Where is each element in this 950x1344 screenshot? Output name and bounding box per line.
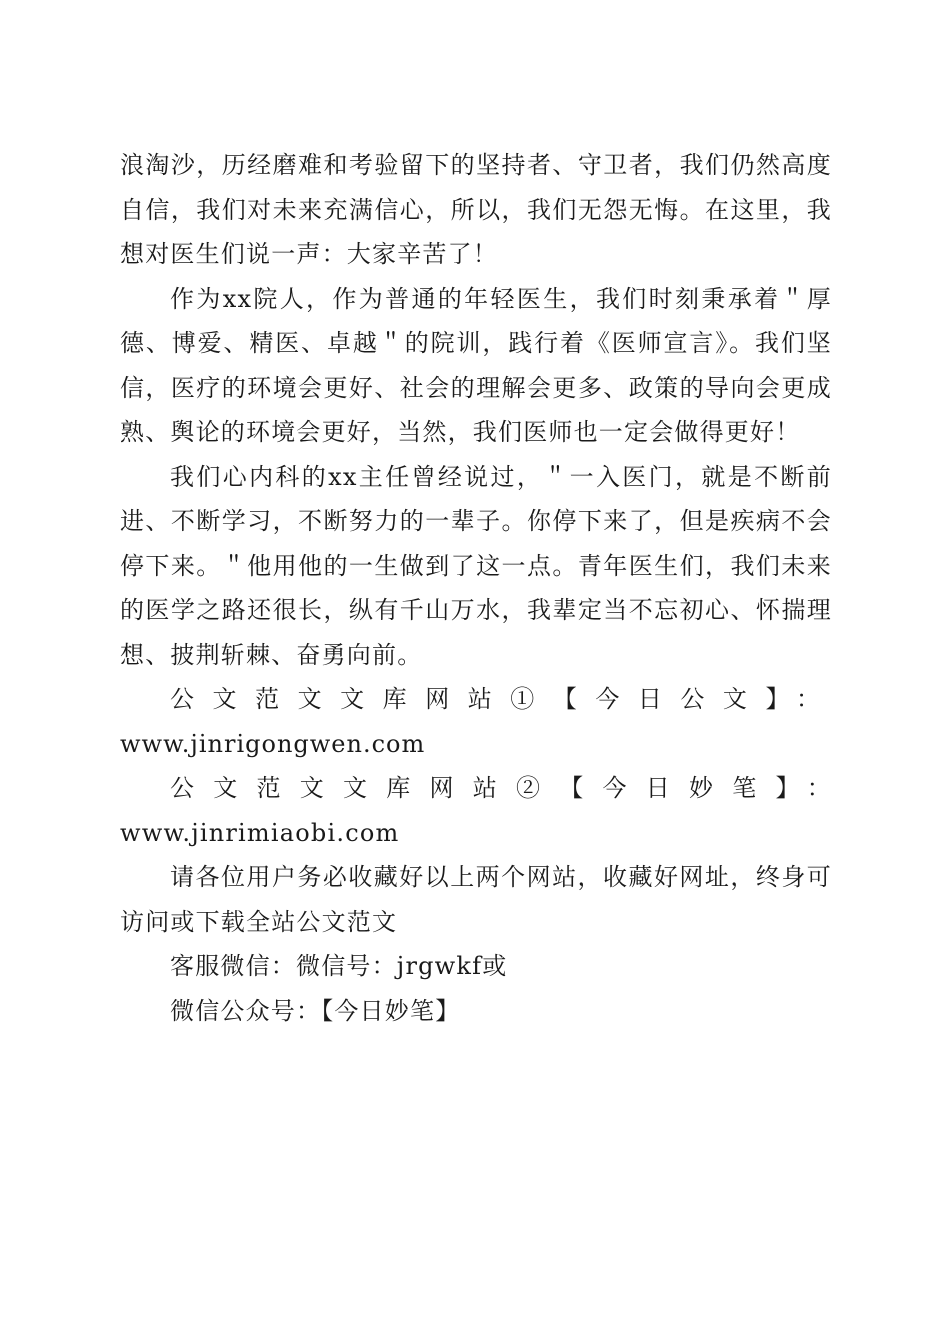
- footer-site1: [120, 677, 832, 766]
- footer-reminder: 请各位用户务必收藏好以上两个网站，收藏好网址，终身可访问或下载全站公文范文: [120, 863, 832, 936]
- footer-site1-url[interactable]: www.jinrigongwen.com: [120, 729, 426, 758]
- footer-wechat-service: 客服微信：微信号：jrgwkf或: [170, 952, 508, 980]
- footer-wechat-official: 微信公众号：【今日妙笔】: [170, 996, 461, 1025]
- document-body: [120, 143, 832, 1033]
- paragraph-hospital-motto: 作为xx院人，作为普通的年轻医生，我们时刻秉承着＂厚德、博爱、精医、卓越＂的院训，践行着《医师宣言》。我们坚信，医疗的环境会更好、社会的理解会更多、政策的导向会更成熟、舆论的环境会更好，当然，我们医师也一定会做得更好！: [120, 284, 832, 446]
- paragraph-continued: 浪淘沙，历经磨难和考验留下的坚持者、守卫者，我们仍然高度自信，我们对未来充满信心，所以，我们无怨无悔。在这里，我想对医生们说一声：大家辛苦了！: [120, 151, 832, 268]
- footer-site1-label: 公文范文文库网站①【今日公文】：: [170, 685, 832, 713]
- paragraph-director-quote: 我们心内科的xx主任曾经说过，＂一入医门，就是不断前进、不断学习，不断努力的一辈子。你停下来了，但是疾病不会停下来。＂他用他的一生做到了这一点。青年医生们，我们未来的医学之路还很长，纵有千山万水，我辈定当不忘初心、怀揣理想、披荆斩棘、奋勇向前。: [120, 462, 832, 669]
- footer-site2: 公文范文文库网站②【今日妙笔】：www.jinrimiaobi.com: [120, 774, 832, 847]
